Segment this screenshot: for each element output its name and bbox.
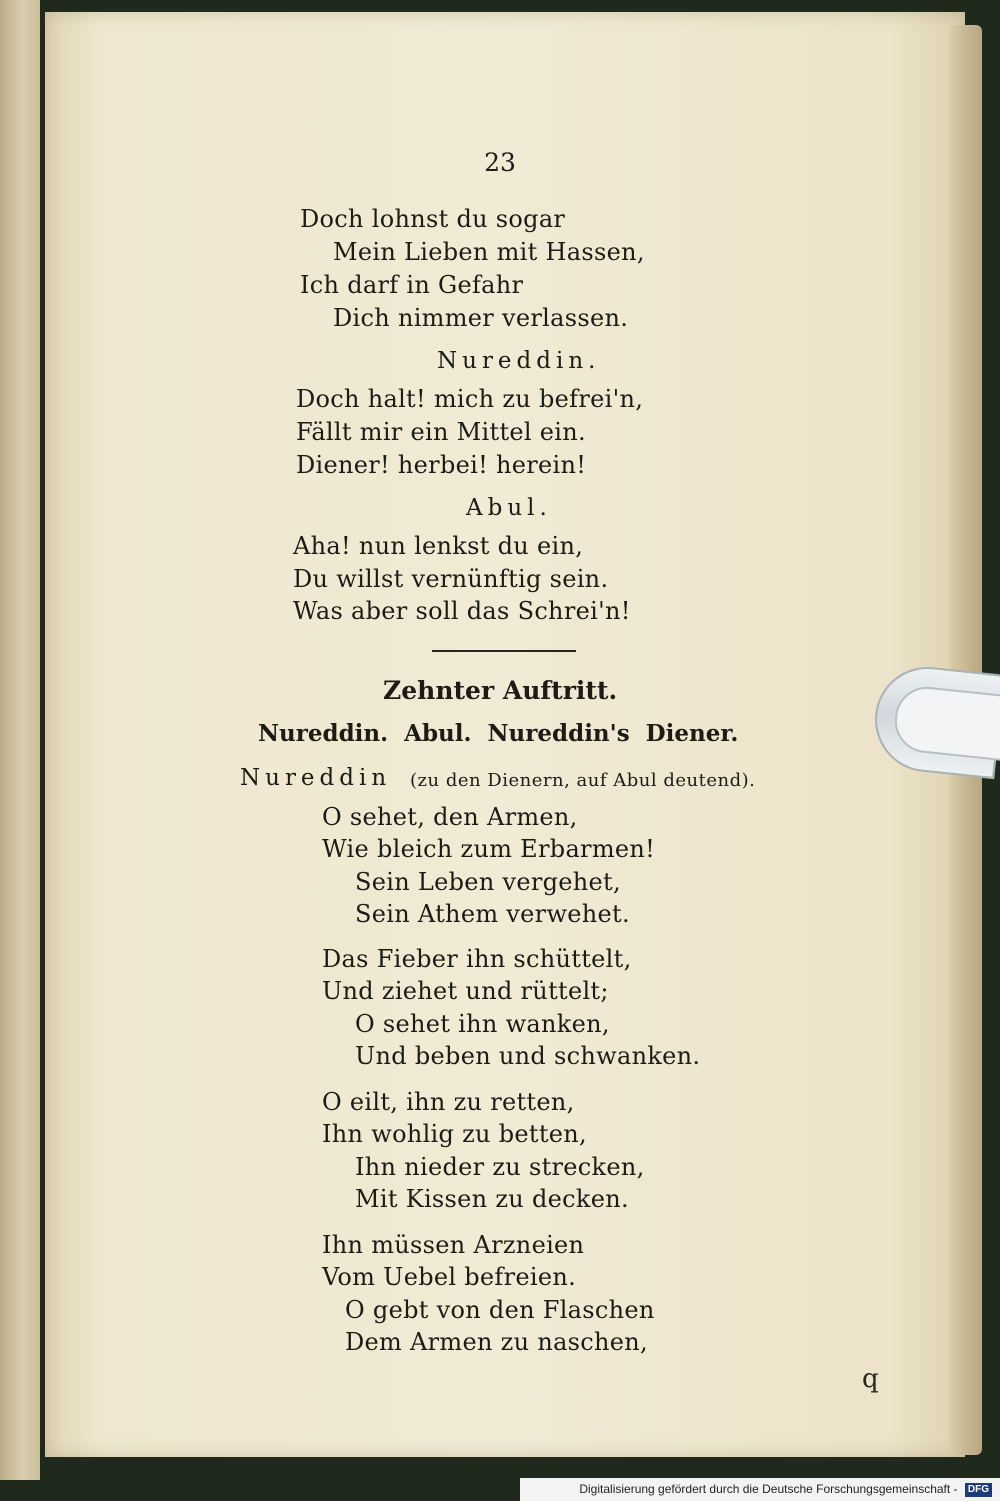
facing-page-edge <box>0 0 40 1480</box>
footer-text: Digitalisierung gefördert durch die Deutsche Forschungsgemeinschaft - <box>579 1482 958 1496</box>
verse-line: Was aber soll das Schrei'n! <box>293 597 631 625</box>
verse-line: Ihn wohlig zu betten, <box>322 1120 587 1148</box>
verse-line: Doch halt! mich zu befrei'n, <box>296 385 644 413</box>
character-list: Nureddin. Abul. Nureddin's Diener. <box>258 720 739 747</box>
verse-line: Ihn nieder zu strecken, <box>355 1153 645 1181</box>
verse-line: Du willst vernünftig sein. <box>293 565 609 593</box>
verse-line: O sehet ihn wanken, <box>355 1010 610 1038</box>
scene-title: Zehnter Auftritt. <box>383 676 618 705</box>
verse-line: Doch lohnst du sogar <box>300 205 566 233</box>
section-divider <box>432 650 576 652</box>
verse-line: Sein Athem verwehet. <box>355 900 630 928</box>
verse-line: Vom Uebel befreien. <box>322 1263 577 1291</box>
verse-line: Und ziehet und rüttelt; <box>322 977 609 1005</box>
verse-line: Mit Kissen zu decken. <box>355 1185 629 1213</box>
verse-line: Sein Leben vergehet, <box>355 868 621 896</box>
signature-mark: q <box>862 1364 879 1394</box>
verse-line: Ich darf in Gefahr <box>300 271 524 299</box>
verse-line: Fällt mir ein Mittel ein. <box>296 418 586 446</box>
speaker-name: Nureddin <box>240 765 392 791</box>
speaker-name: Nureddin. <box>437 348 601 374</box>
page-clip-loop <box>892 684 1000 762</box>
digitization-footer <box>520 1478 1000 1501</box>
verse-line: Dich nimmer verlassen. <box>333 304 629 332</box>
page-number: 23 <box>484 148 516 177</box>
verse-line: Aha! nun lenkst du ein, <box>293 532 584 560</box>
verse-line: Dem Armen zu naschen, <box>345 1328 648 1356</box>
verse-line: O gebt von den Flaschen <box>345 1296 655 1324</box>
stage-direction: (zu den Dienern, auf Abul deutend). <box>410 770 756 791</box>
verse-line: O sehet, den Armen, <box>322 803 578 831</box>
verse-line: Mein Lieben mit Hassen, <box>333 238 645 266</box>
speaker-name: Abul. <box>466 495 552 521</box>
verse-line: O eilt, ihn zu retten, <box>322 1088 575 1116</box>
verse-line: Wie bleich zum Erbarmen! <box>322 835 656 863</box>
dfg-logo: DFG <box>965 1483 992 1497</box>
verse-line: Ihn müssen Arzneien <box>322 1231 585 1259</box>
verse-line: Diener! herbei! herein! <box>296 451 587 479</box>
verse-line: Das Fieber ihn schüttelt, <box>322 945 632 973</box>
verse-line: Und beben und schwanken. <box>355 1042 701 1070</box>
